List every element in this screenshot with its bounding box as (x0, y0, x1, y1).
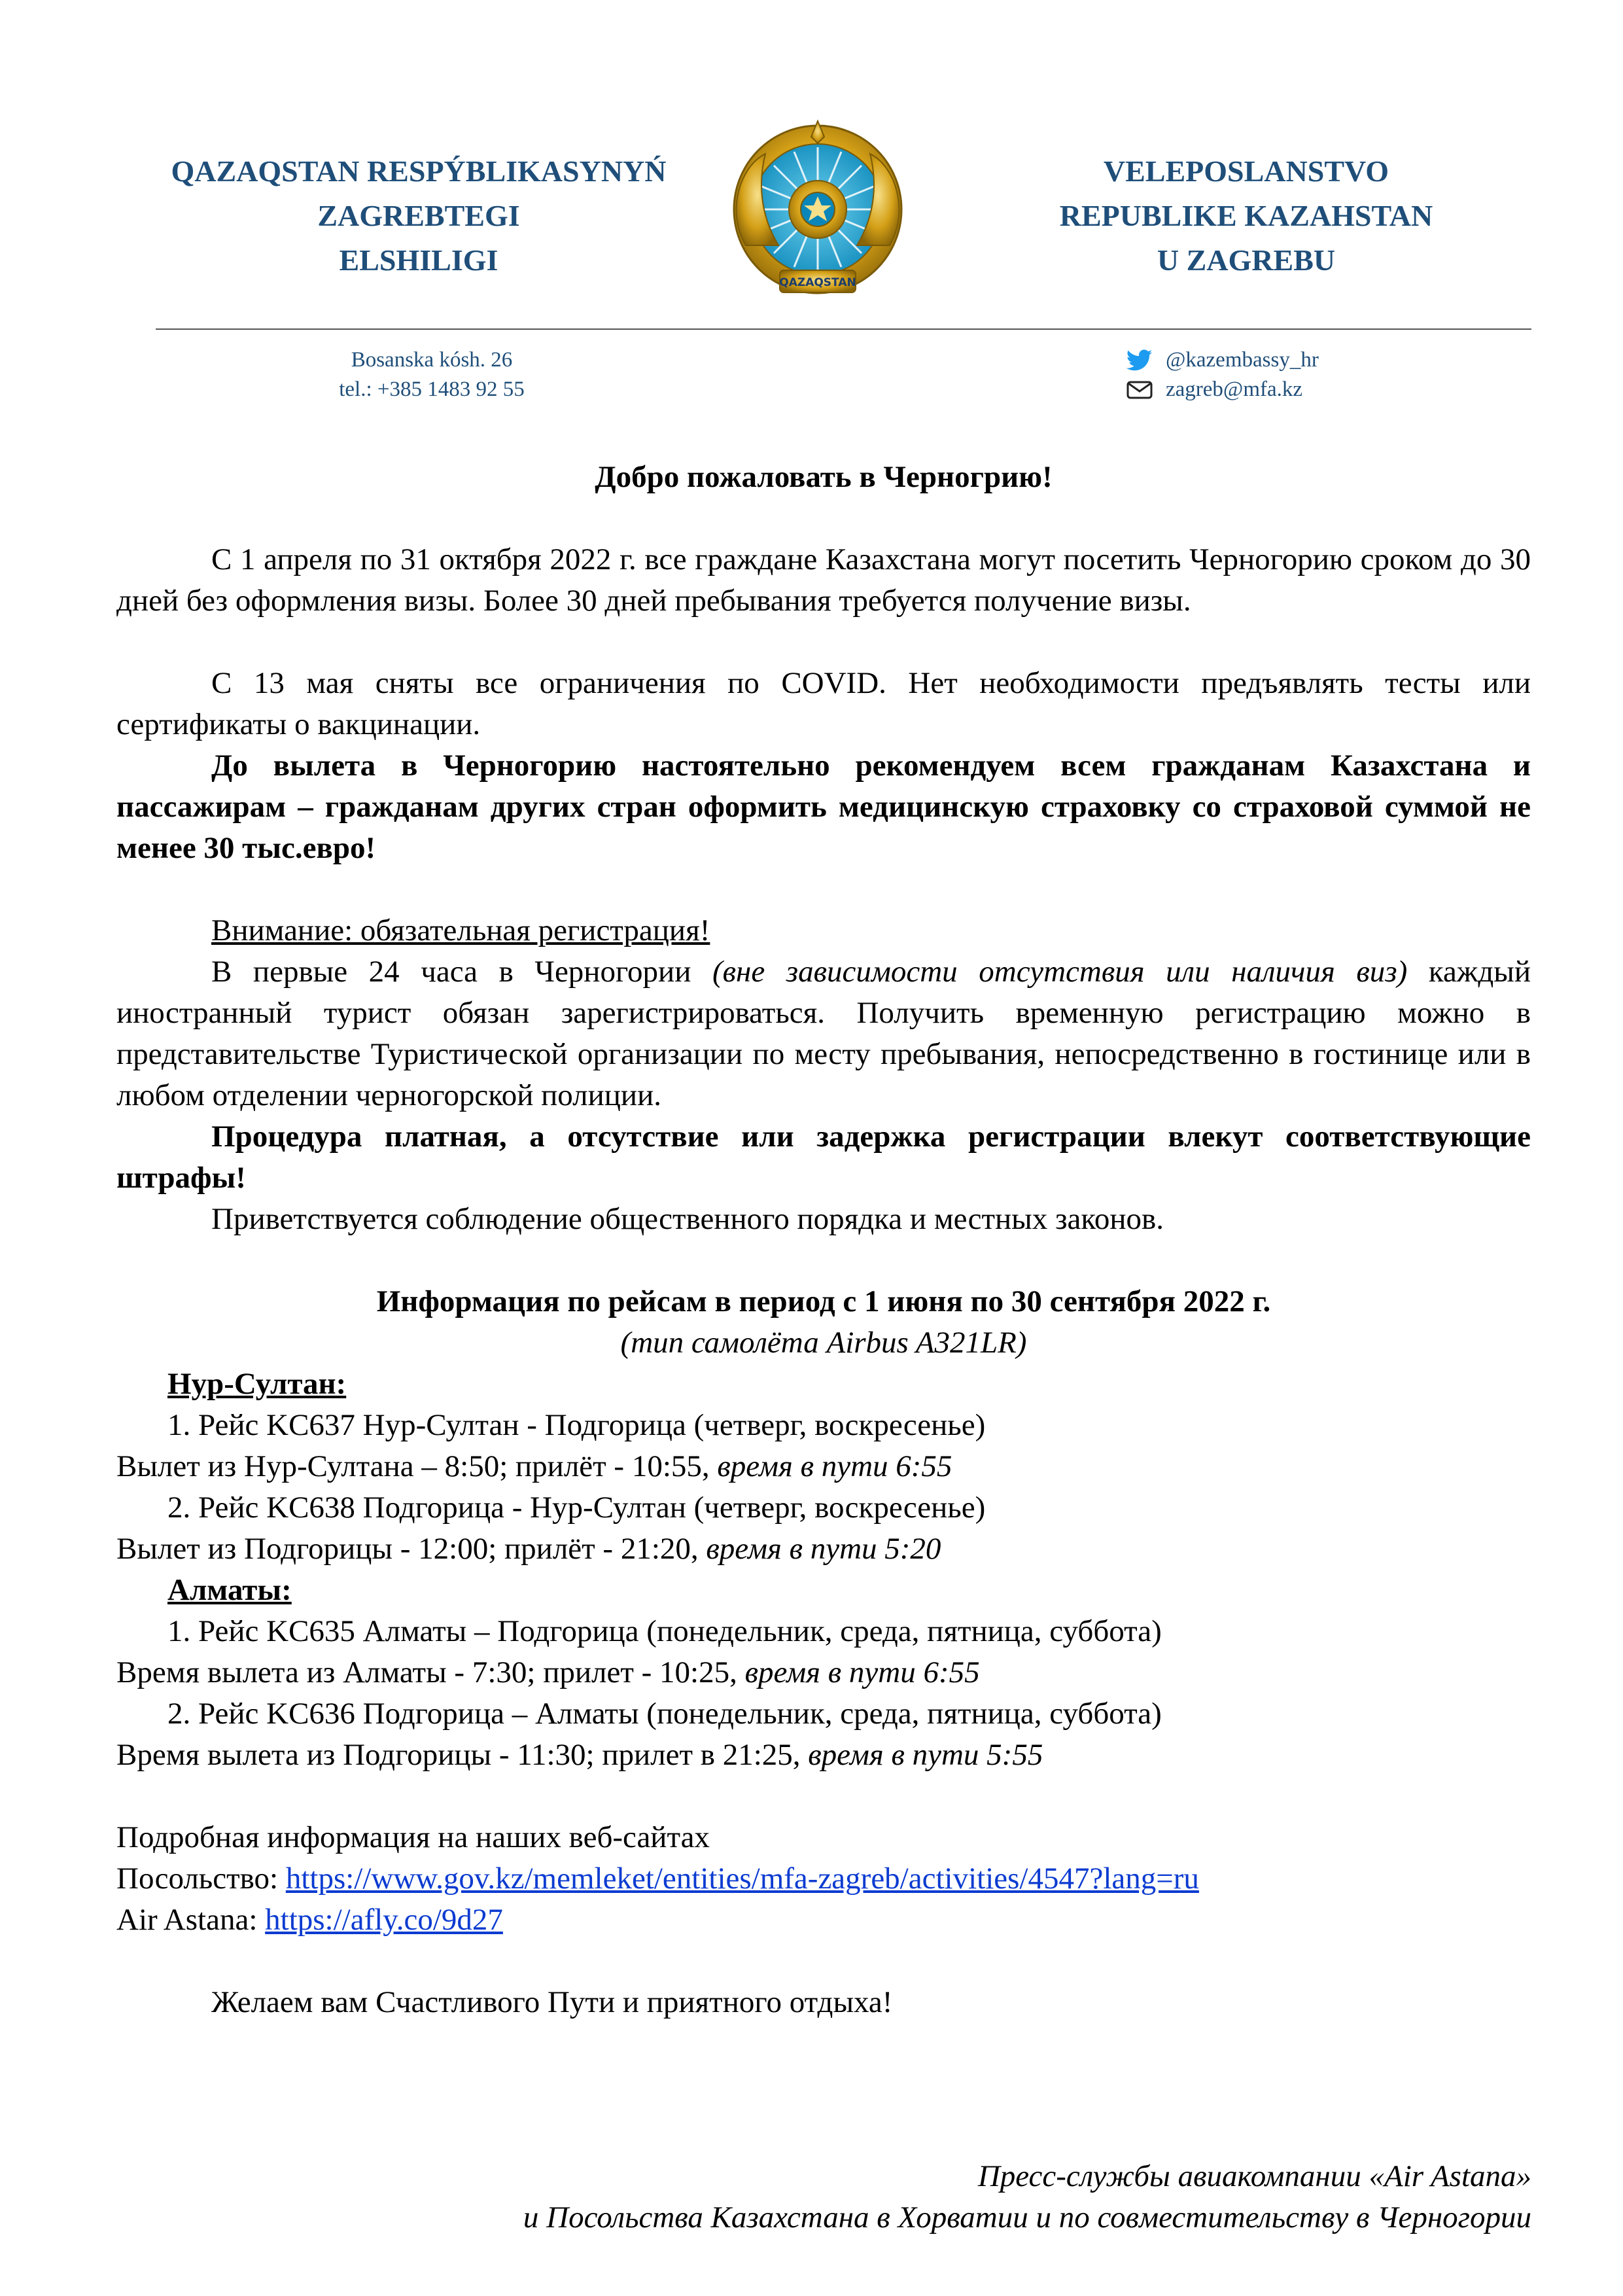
embassy-link[interactable]: https://www.gov.kz/memleket/entities/mfa-zagreb/activities/4547?lang=ru (285, 1862, 1199, 1896)
visa-paragraph: С 1 апреля по 31 октября 2022 г. все граждане Казахстана могут посетить Черногорию сроком до 30 дней без оформления визы. Более 30 дней пребывания требуется получение визы. (116, 542, 1531, 618)
flight-times: Время вылета из Алматы - 7:30; прилет - 10:25, время в пути 6:55 (116, 1655, 980, 1689)
twitter-handle: @kazembassy_hr (1166, 348, 1319, 372)
insurance-paragraph: До вылета в Черногорию настоятельно рекомендуем всем гражданам Казахстана и пассажирам – гражданам других стран оформить медицинскую страховку со страховой суммой не менее 30 тыс.евро! (116, 749, 1531, 865)
letter-title: Добро пожаловать в Черногрию! (595, 460, 1053, 494)
flights-heading: Информация по рейсам в период с 1 июня по 30 сентября 2022 г. (376, 1284, 1271, 1318)
flight-times: Вылет из Нур-Султана – 8:50; прилёт - 10:55, время в пути 6:55 (116, 1449, 952, 1483)
embassy-phone: tel.: +385 1483 92 55 (339, 378, 525, 401)
flight-times: Вылет из Подгорицы - 12:00; прилёт - 21:20, время в пути 5:20 (116, 1532, 941, 1566)
embassy-address: Bosanska kósh. 26 (351, 348, 513, 372)
email-address: zagreb@mfa.kz (1166, 378, 1303, 401)
letterhead-croatian (958, 149, 1534, 283)
flight-times: Время вылета из Подгорицы - 11:30; прилет в 21:25, время в пути 5:55 (116, 1738, 1043, 1772)
embassy-address-block (288, 345, 576, 404)
flight-route: 2. Рейс KC638 Подгорица - Нур-Султан (четверг, воскресенье) (167, 1491, 986, 1525)
registration-heading: Внимание: обязательная регистрация! (211, 913, 710, 947)
signature-block (523, 2156, 1531, 2238)
airline-link[interactable]: https://afly.co/9d27 (265, 1903, 503, 1937)
airline-link-line (116, 1899, 1531, 1941)
twitter-contact[interactable] (1125, 345, 1452, 375)
flight-route: 2. Рейс KC636 Подгорица – Алматы (понедельник, среда, пятница, суббота) (167, 1697, 1162, 1731)
registration-fines-paragraph: Процедура платная, а отсутствие или задержка регистрации влекут соответствующие штрафы! (116, 1120, 1531, 1195)
covid-paragraph: С 13 мая сняты все ограничения по COVID. Нет необходимости предъявлять тесты или сертификаты о вакцинации. (116, 666, 1531, 741)
twitter-bird-icon (1125, 347, 1154, 374)
links-intro: Подробная информация на наших веб-сайтах (116, 1820, 710, 1854)
public-order-paragraph: Приветствуется соблюдение общественного порядка и местных законов. (211, 1202, 1164, 1236)
letterhead-kazakh-line-2: ZAGREBTEGI (317, 199, 520, 232)
emblem-text: QAZAQSTAN (779, 276, 856, 289)
letterhead-croatian-line-1: VELEPOSLANSTVO (1103, 154, 1389, 188)
letterhead-divider (156, 328, 1531, 330)
letterhead-croatian-line-3: U ZAGREBU (1157, 243, 1336, 277)
kazakhstan-emblem-icon (720, 115, 916, 311)
farewell-wish: Желаем вам Счастливого Пути и приятного отдыха! (211, 1985, 893, 2019)
email-contact[interactable] (1125, 375, 1452, 404)
registration-paragraph: В первые 24 часа в Черногории (вне зависимости отсутствия или наличия виз) каждый иностранный турист обязан зарегистрироваться. Получить временную регистрацию можно в представительстве Туристической организации по месту пребывания, непосредственно в гостинице или в любом отделении черногорской полиции. (116, 955, 1531, 1112)
airline-link-label: Air Astana: (116, 1903, 266, 1937)
letterhead-croatian-line-2: REPUBLIKE KAZAHSTAN (1059, 199, 1433, 232)
city-heading-almaty: Алматы: (167, 1573, 292, 1607)
letterhead-kazakh-line-1: QAZAQSTAN RESPÝBLIKASYNYŃ (171, 154, 667, 188)
flight-route: 1. Рейс KC635 Алматы – Подгорица (понедельник, среда, пятница, суббота) (167, 1614, 1162, 1648)
embassy-contacts-block (1125, 345, 1452, 404)
city-heading-nur-sultan: Нур-Султан: (167, 1367, 347, 1401)
letterhead-kazakh-line-3: ELSHILIGI (339, 243, 498, 277)
letterhead-kazakh (131, 149, 707, 283)
flight-route: 1. Рейс KC637 Нур-Султан - Подгорица (четверг, воскресенье) (167, 1408, 986, 1442)
embassy-link-label: Посольство: (116, 1862, 286, 1896)
signature-line-2: и Посольства Казахстана в Хорватии и по совместительству в Черногории (523, 2200, 1531, 2234)
envelope-icon (1125, 377, 1154, 403)
signature-line-1: Пресс-службы авиакомпании «Air Astana» (977, 2159, 1531, 2193)
letter-body (116, 457, 1531, 2023)
flights-subheading: (тип самолёта Airbus A321LR) (620, 1326, 1027, 1360)
embassy-link-line (116, 1858, 1531, 1899)
